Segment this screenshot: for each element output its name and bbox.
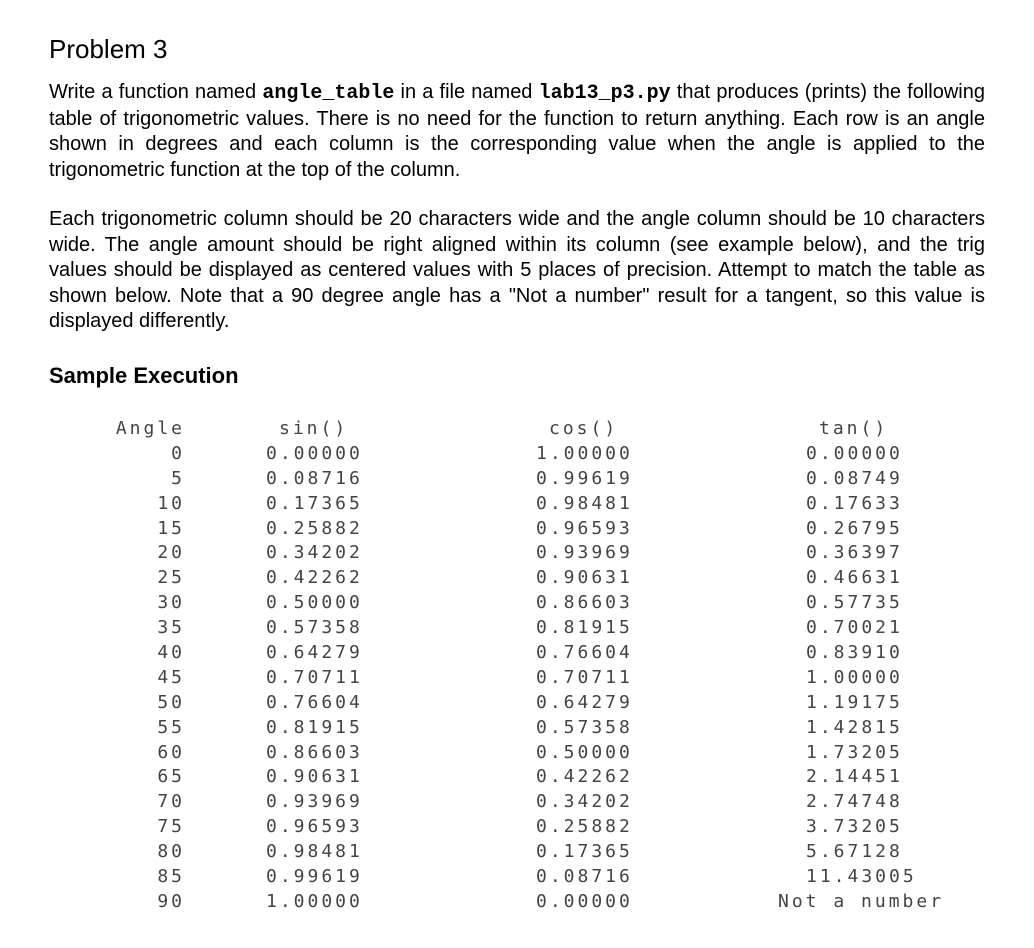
cos-cell: 0.90631: [536, 567, 633, 589]
tan-cell: 1.19175: [806, 691, 903, 713]
cos-cell: 0.86603: [536, 592, 633, 614]
header-tan: tan(): [819, 418, 889, 439]
angle-cell: 65: [157, 766, 185, 788]
file-name-code: lab13_p3.py: [538, 82, 671, 105]
tan-cell: 0.26795: [806, 517, 903, 539]
angle-cell: 45: [157, 666, 185, 688]
angle-cell: 40: [157, 642, 185, 664]
cos-cell: 0.25882: [536, 816, 633, 838]
angle-cell: 30: [157, 592, 185, 614]
tan-cell: 3.73205: [806, 816, 903, 838]
angle-cell: 25: [157, 567, 185, 589]
header-sin: sin(): [279, 418, 349, 439]
sin-cell: 0.93969: [266, 791, 363, 813]
tan-cell: 1.73205: [806, 741, 903, 763]
angle-cell: 90: [157, 890, 185, 912]
tan-cell: 1.00000: [806, 666, 903, 688]
tan-cell: 0.83910: [806, 642, 903, 664]
cos-cell: 0.81915: [536, 617, 633, 639]
tan-cell: 2.74748: [806, 791, 903, 813]
angle-cell: 80: [157, 841, 185, 863]
angle-cell: 70: [157, 791, 185, 813]
angle-cell: 55: [157, 716, 185, 738]
tan-cell: 5.67128: [806, 841, 903, 863]
sin-cell: 0.81915: [266, 716, 363, 738]
sin-cell: 0.25882: [266, 517, 363, 539]
cos-cell: 0.64279: [536, 691, 633, 713]
tan-cell: 0.00000: [806, 442, 903, 464]
sin-cell: 0.98481: [266, 841, 363, 863]
sin-cell: 0.00000: [266, 442, 363, 464]
sin-cell: 1.00000: [266, 890, 363, 912]
cos-cell: 0.17365: [536, 841, 633, 863]
tan-cell: 0.46631: [806, 567, 903, 589]
sin-cell: 0.96593: [266, 816, 363, 838]
cos-cell: 0.99619: [536, 467, 633, 489]
formatting-instructions: Each trigonometric column should be 20 characters wide and the angle column should be 10 characters wide. The angle amount should be right aligned within its column (see example below), and the trig values should be displayed as centered values with 5 places of precision. Attempt to match the table as shown below. Note that a 90 degree angle has a "Not a number" result for a tangent, so this value is displayed differently.: [49, 208, 985, 332]
angle-cell: 10: [157, 492, 185, 514]
header-angle: Angle: [115, 418, 185, 439]
cos-cell: 0.08716: [536, 866, 633, 888]
cos-cell: 1.00000: [536, 442, 633, 464]
cos-cell: 0.96593: [536, 517, 633, 539]
angle-cell: 0: [171, 442, 185, 464]
desc-text-2: in a file named: [394, 81, 539, 103]
sin-cell: 0.08716: [266, 467, 363, 489]
sin-cell: 0.76604: [266, 691, 363, 713]
cos-cell: 0.50000: [536, 741, 633, 763]
tan-cell: 0.17633: [806, 492, 903, 514]
sin-cell: 0.64279: [266, 642, 363, 664]
desc-text-3: that produces (prints) the following table of trigonometric values. There is no need for the function to return anything. Each row is an angle shown in degrees and each column is the corresponding value when the angle is applied to the trigonometric function at the top of the column.: [49, 81, 985, 181]
tan-cell: Not a number: [778, 890, 945, 912]
cos-cell: 0.98481: [536, 492, 633, 514]
angle-cell: 75: [157, 816, 185, 838]
cos-cell: 0.76604: [536, 642, 633, 664]
header-cos: cos(): [549, 418, 619, 439]
tan-cell: 2.14451: [806, 766, 903, 788]
sample-execution-heading: Sample Execution: [49, 363, 239, 388]
angle-cell: 85: [157, 866, 185, 888]
problem-title: Problem 3: [49, 34, 168, 64]
sin-cell: 0.90631: [266, 766, 363, 788]
tan-cell: 1.42815: [806, 716, 903, 738]
angle-cell: 15: [157, 517, 185, 539]
cos-cell: 0.34202: [536, 791, 633, 813]
angle-cell: 5: [171, 467, 185, 489]
angle-cell: 60: [157, 741, 185, 763]
tan-cell: 0.36397: [806, 542, 903, 564]
angle-cell: 50: [157, 691, 185, 713]
sin-cell: 0.17365: [266, 492, 363, 514]
sin-cell: 0.42262: [266, 567, 363, 589]
function-name-code: angle_table: [262, 82, 395, 105]
cos-cell: 0.57358: [536, 716, 633, 738]
tan-cell: 11.43005: [806, 866, 917, 888]
sin-cell: 0.86603: [266, 741, 363, 763]
sin-cell: 0.57358: [266, 617, 363, 639]
angle-cell: 20: [157, 542, 185, 564]
sin-cell: 0.50000: [266, 592, 363, 614]
desc-text-1: Write a function named: [49, 81, 263, 103]
sin-cell: 0.70711: [266, 666, 363, 688]
angle-cell: 35: [157, 617, 185, 639]
sin-cell: 0.34202: [266, 542, 363, 564]
cos-cell: 0.93969: [536, 542, 633, 564]
tan-cell: 0.70021: [806, 617, 903, 639]
problem-description: [49, 80, 985, 183]
cos-cell: 0.42262: [536, 766, 633, 788]
cos-cell: 0.70711: [536, 666, 633, 688]
tan-cell: 0.57735: [806, 592, 903, 614]
tan-cell: 0.08749: [806, 467, 903, 489]
sin-cell: 0.99619: [266, 866, 363, 888]
cos-cell: 0.00000: [536, 890, 633, 912]
